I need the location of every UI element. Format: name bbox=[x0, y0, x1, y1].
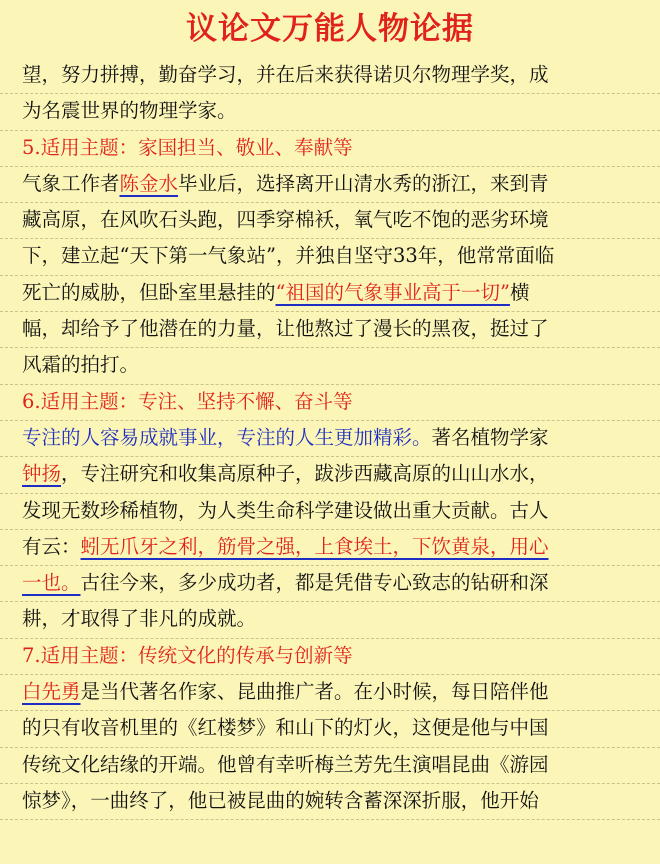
text-segment: 6.适用主题：专注、坚持不懈、奋斗等 bbox=[22, 389, 353, 413]
text-segment: 的只有收音机里的《红楼梦》和山下的灯火，这便是他与中国 bbox=[22, 716, 549, 740]
text-segment: 藏高原，在风吹石头跑，四季穿棉袄，氧气吃不饱的恶劣环境 bbox=[22, 208, 549, 232]
text-line bbox=[0, 276, 660, 312]
text-segment: 死亡的威胁，但卧室里悬挂的 bbox=[22, 280, 276, 304]
text-line bbox=[0, 58, 660, 94]
page-title: 议论文万能人物论据 bbox=[186, 11, 474, 47]
text-segment: 专注的人容易成就事业，专注的人生更加精彩。 bbox=[22, 425, 432, 449]
highlighted-phrase: 钟扬 bbox=[22, 462, 62, 486]
text-line bbox=[0, 94, 660, 130]
text-line bbox=[0, 602, 660, 638]
text-segment: 发现无数珍稀植物，为人类生命科学建设做出重大贡献。古人 bbox=[22, 498, 549, 522]
text-segment: 下，建立起“天下第一气象站”，并独自坚守33年，他常常面临 bbox=[22, 244, 555, 268]
text-segment: 惊梦》，一曲终了，他已被昆曲的婉转含蓄深深折服，他开始 bbox=[22, 788, 539, 812]
text-line bbox=[0, 348, 660, 384]
text-line bbox=[0, 748, 660, 784]
text-line bbox=[0, 239, 660, 275]
text-segment: 有云： bbox=[22, 534, 81, 558]
text-segment: 传统文化结缘的开端。他曾有幸听梅兰芳先生演唱昆曲《游园 bbox=[22, 752, 549, 776]
text-segment: 望，努力拼搏，勤奋学习，并在后来获得诺贝尔物理学奖，成 bbox=[22, 63, 549, 86]
text-line bbox=[0, 494, 660, 530]
text-segment: 毕业后，选择离开山清水秀的浙江，来到青 bbox=[178, 171, 549, 195]
text-segment: 耕，才取得了非凡的成就。 bbox=[22, 607, 257, 631]
text-segment: 风霜的拍打。 bbox=[22, 353, 140, 377]
text-segment: 横 bbox=[509, 280, 530, 304]
text-line bbox=[0, 203, 660, 239]
section-heading bbox=[0, 639, 660, 675]
text-line bbox=[0, 530, 660, 566]
text-segment: 为名震世界的物理学家。 bbox=[22, 99, 237, 123]
text-line bbox=[0, 457, 660, 493]
text-segment: 是当代著名作家、昆曲推广者。在小时候，每日陪伴他 bbox=[80, 680, 549, 704]
text-segment: 幅，却给予了他潜在的力量，让他熬过了漫长的黑夜，挺过了 bbox=[22, 317, 549, 341]
highlighted-phrase: “祖国的气象事业高于一切” bbox=[275, 280, 510, 304]
text-segment: 5.适用主题：家国担当、敬业、奉献等 bbox=[22, 135, 353, 159]
text-line bbox=[0, 784, 660, 820]
highlighted-phrase: 蚓无爪牙之利，筋骨之强，上食埃土，下饮黄泉，用心 bbox=[80, 534, 549, 558]
text-segment: ，专注研究和收集高原种子，跋涉西藏高原的山山水水， bbox=[61, 462, 549, 486]
highlighted-phrase: 白先勇 bbox=[22, 680, 81, 704]
highlighted-phrase: 一也。 bbox=[22, 571, 81, 595]
text-line bbox=[0, 675, 660, 711]
section-heading bbox=[0, 131, 660, 167]
text-line bbox=[0, 167, 660, 203]
text-line bbox=[0, 421, 660, 457]
text-line bbox=[0, 566, 660, 602]
section-heading bbox=[0, 385, 660, 421]
text-segment: 7.适用主题：传统文化的传承与创新等 bbox=[22, 643, 353, 667]
text-segment: 气象工作者 bbox=[22, 171, 120, 195]
text-segment: 著名植物学家 bbox=[431, 425, 549, 449]
text-line bbox=[0, 312, 660, 348]
text-segment: 古往今来，多少成功者，都是凭借专心致志的钻研和深 bbox=[80, 571, 549, 595]
article-body bbox=[0, 58, 660, 820]
highlighted-phrase: 陈金水 bbox=[119, 171, 179, 195]
text-line bbox=[0, 711, 660, 747]
